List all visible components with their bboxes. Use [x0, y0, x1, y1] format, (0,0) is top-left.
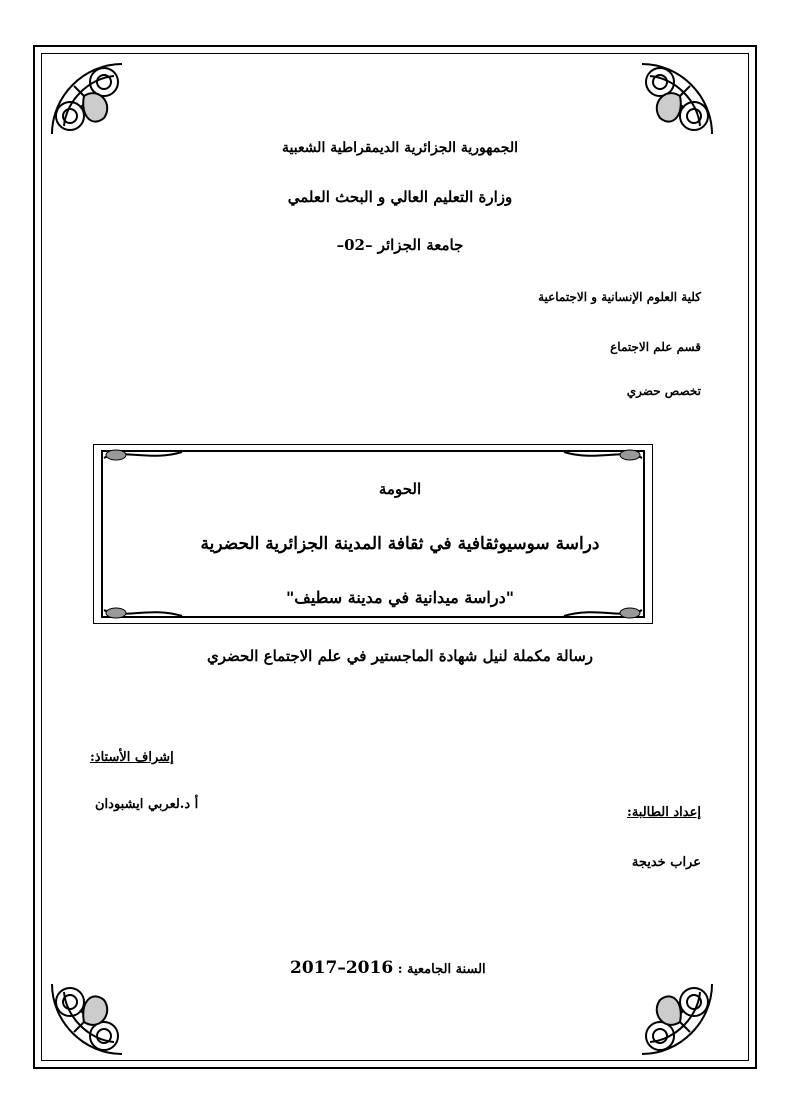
thesis-subtitle: دراسة سوسيوثقافية في ثقافة المدينة الجزائرية الحضرية — [200, 534, 600, 554]
corner-ornament-bottom-right — [634, 976, 720, 1062]
ministry-name: وزارة التعليم العالي و البحث العلمي — [287, 188, 513, 206]
academic-year-value: 2016–2017 — [290, 958, 394, 978]
corner-ornament-top-left — [44, 56, 130, 142]
faculty-name: كلية العلوم الإنسانية و الاجتماعية — [538, 290, 701, 304]
academic-year-label: السنة الجامعية : — [397, 962, 486, 977]
supervisor-label: إشراف الأستاذ: — [90, 750, 174, 765]
supervisor-name: أ د.لعربي ايشبودان — [95, 797, 199, 812]
scroll-ornament-top-left — [100, 446, 186, 464]
republic-name: الجمهورية الجزائرية الديمقراطية الشعبية — [281, 140, 518, 156]
corner-ornament-top-right — [634, 56, 720, 142]
field-study-note: "دراسة ميدانية في مدينة سطيف" — [285, 588, 515, 607]
specialization: تخصص حضري — [626, 384, 701, 398]
corner-ornament-bottom-left — [44, 976, 130, 1062]
department-name: قسم علم الاجتماع — [610, 340, 701, 354]
university-name: جامعة الجزائر –02– — [336, 236, 464, 254]
academic-year — [290, 958, 486, 978]
scroll-ornament-top-right — [560, 446, 646, 464]
thesis-purpose: رسالة مكملة لنيل شهادة الماجستير في علم الاجتماع الحضري — [206, 647, 594, 665]
student-label: إعداد الطالبة: — [627, 805, 701, 820]
thesis-title: الحومة — [378, 480, 422, 498]
student-name: عراب خديجة — [631, 855, 701, 870]
scroll-ornament-bottom-left — [100, 604, 186, 622]
